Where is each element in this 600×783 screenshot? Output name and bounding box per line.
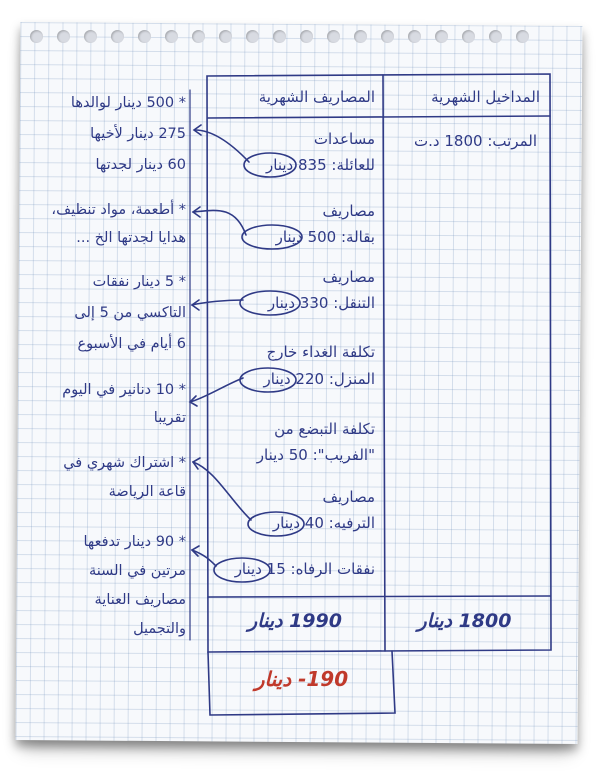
expense-item-line1: مصاريف xyxy=(322,488,375,506)
note-line: * أطعمة، مواد تنظيف، xyxy=(51,202,186,218)
total-income: 1800 دينار xyxy=(417,610,512,632)
header-income: المداخيل الشهرية xyxy=(431,88,540,106)
header-divider xyxy=(208,116,550,118)
note-line: تقريبا xyxy=(153,410,186,426)
note-line: 60 دينار لجدتها xyxy=(95,157,186,173)
expense-item-line2: للعائلة: 835 دينار xyxy=(266,156,375,174)
note-line: مرتين في السنة xyxy=(89,563,186,579)
note-line: مصاريف العناية xyxy=(94,592,186,608)
note-line: 275 دينار لأخيها xyxy=(90,126,186,142)
expense-item-line1: نفقات الرفاه: 15 دينار xyxy=(234,560,375,578)
balance-deficit: 190- دينار xyxy=(254,667,349,691)
note-line: * اشتراك شهري في xyxy=(63,455,186,471)
income-salary: المرتب: 1800 د.ت xyxy=(414,132,537,150)
expense-item-line2: بقالة: 500 دينار xyxy=(275,228,375,246)
expense-item-line2: المنزل: 220 دينار xyxy=(263,370,375,388)
expense-item-line1: مساعدات xyxy=(313,130,375,148)
expense-item-line2: التنقل: 330 دينار xyxy=(267,294,375,312)
expense-item-line1: مصاريف xyxy=(322,202,375,220)
note-line: هدايا لجدتها الخ ... xyxy=(76,230,186,246)
note-line: قاعة الرياضة xyxy=(108,484,186,500)
expense-item-line1: تكلفة الغداء خارج xyxy=(266,343,375,361)
expense-item-line2: "الفريب": 50 دينار xyxy=(256,446,375,464)
column-divider xyxy=(383,75,385,651)
total-expenses: 1990 دينار xyxy=(248,610,342,632)
expense-item-line2: الترفيه: 40 دينار xyxy=(272,514,375,532)
note-line: التاكسي من 5 إلى xyxy=(74,305,186,321)
header-expenses: المصاريف الشهرية xyxy=(258,88,375,106)
note-line: * 90 دينار تدفعها xyxy=(83,534,186,550)
totals-divider xyxy=(208,596,550,597)
expense-item-line1: مصاريف xyxy=(322,268,375,286)
note-line: * 5 دينار نفقات xyxy=(92,274,186,290)
expense-item-line1: تكلفة التبضع من xyxy=(274,420,375,438)
note-line: * 500 دينار لوالدها xyxy=(70,95,186,111)
note-line: 6 أيام في الأسبوع xyxy=(77,336,186,352)
arrow-line xyxy=(192,550,216,566)
note-line: * 10 دنانير في اليوم xyxy=(62,382,186,398)
note-line: والتجميل xyxy=(133,621,186,637)
